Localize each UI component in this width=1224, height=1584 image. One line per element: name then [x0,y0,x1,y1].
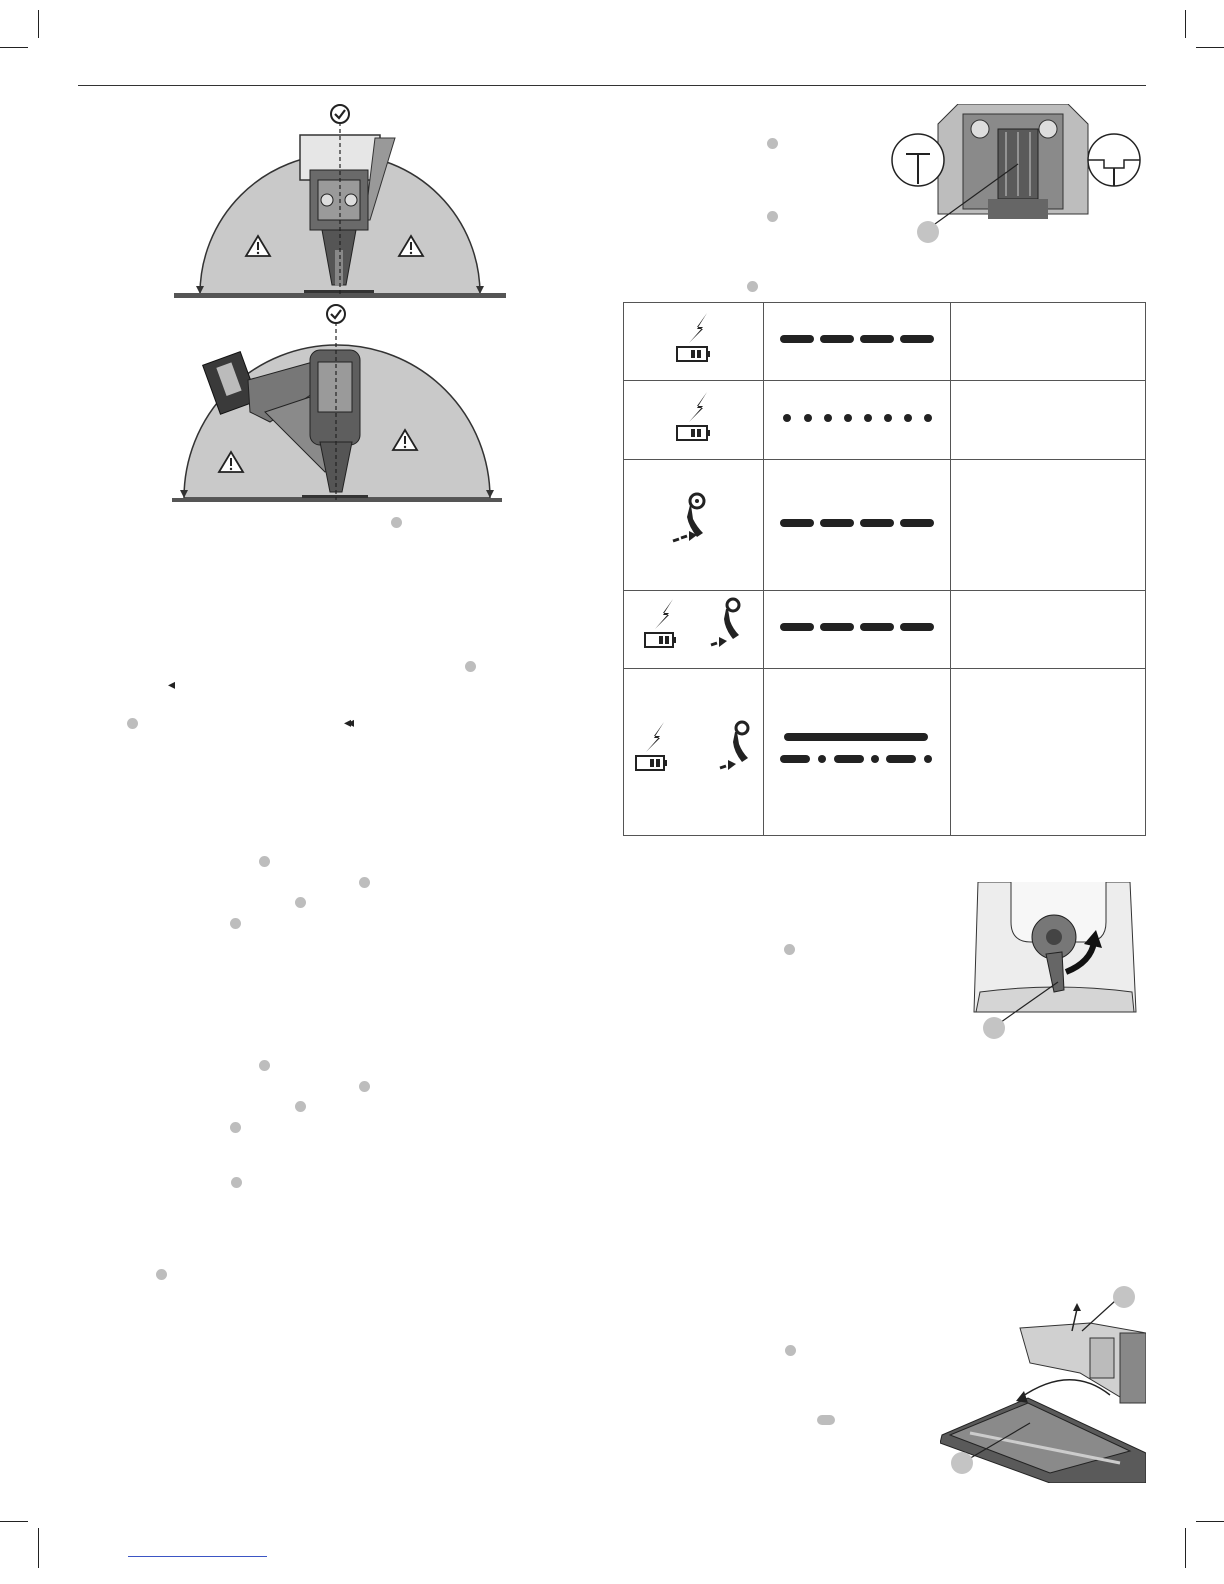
description-cell [950,303,1145,381]
long-dash-pattern [764,617,950,637]
header-rule [78,85,1146,86]
figure-nailer-front-safe-zone [170,100,510,305]
table-row [624,591,1146,669]
led-pattern-cell [763,460,950,591]
callout-dot [230,918,241,929]
callout-dot [156,1269,167,1280]
crop-mark [1196,1521,1224,1522]
lightning-battery-jam-icon [633,597,753,657]
led-pattern-cell [763,669,950,836]
led-pattern-cell [763,303,950,381]
jam-lever-icon [720,722,748,770]
crop-mark [1185,10,1186,38]
callout-dot [359,1081,370,1092]
callout-dot [295,897,306,908]
callout-dot [295,1101,306,1112]
callout-dot [465,661,476,672]
jam-lever-icon [711,599,739,647]
jam-lever-icon [663,491,723,555]
table-row [624,381,1146,460]
callout-dot [231,1177,242,1188]
icon-cell [624,381,764,460]
description-cell [950,591,1145,669]
callout-dot [785,1345,796,1356]
led-indicator-table [623,302,1146,836]
figure-nailer-side-safe-zone [170,302,510,510]
check-icon [327,305,345,323]
figure-depth-adjust-wheel [888,104,1144,244]
icon-cell [624,591,764,669]
callout-dot [784,944,795,955]
led-pattern-cell [763,381,950,460]
figure-lock-lever [966,882,1142,1040]
callout-dot [767,211,778,222]
callout-dot [127,718,138,729]
lightning-battery-jam-icon [628,720,758,780]
lightning-battery-icon [663,390,723,446]
callout-pill [817,1415,835,1425]
dot-pattern [764,408,950,428]
callout-dot [391,517,402,528]
table-row [624,460,1146,591]
icon-cell [624,460,764,591]
callout-dot [767,138,778,149]
check-icon [331,105,349,123]
lightning-icon [655,599,673,629]
icon-cell [624,303,764,381]
crop-mark [38,10,39,38]
crop-mark [0,1521,28,1522]
callout-dot [259,1060,270,1071]
double-left-arrow-glyph: ◂◂ [344,714,351,730]
footer-link-underline[interactable] [128,1556,267,1557]
crop-mark [38,1528,39,1568]
callout-dot [230,1122,241,1133]
left-arrow-glyph: ◂ [168,676,176,692]
table-row [624,303,1146,381]
crop-mark [1185,1528,1186,1568]
long-dash-pattern [764,329,950,349]
solid-then-dash-dot-pattern [764,725,950,775]
crop-mark [0,47,28,48]
callout-dot [359,877,370,888]
lightning-icon [646,722,664,752]
callout-dot [747,281,758,292]
description-cell [950,381,1145,460]
crop-mark [1196,47,1224,48]
lightning-icon [689,392,707,422]
lightning-icon [689,313,707,343]
led-pattern-cell [763,591,950,669]
description-cell [950,669,1145,836]
lightning-battery-icon [663,311,723,367]
callout-dot [259,856,270,867]
figure-magazine-loading [940,1283,1146,1483]
depth-shallow-icon [892,134,944,186]
description-cell [950,460,1145,591]
table-row [624,669,1146,836]
long-dash-pattern [764,513,950,533]
depth-deep-icon [1088,134,1140,186]
icon-cell [624,669,764,836]
